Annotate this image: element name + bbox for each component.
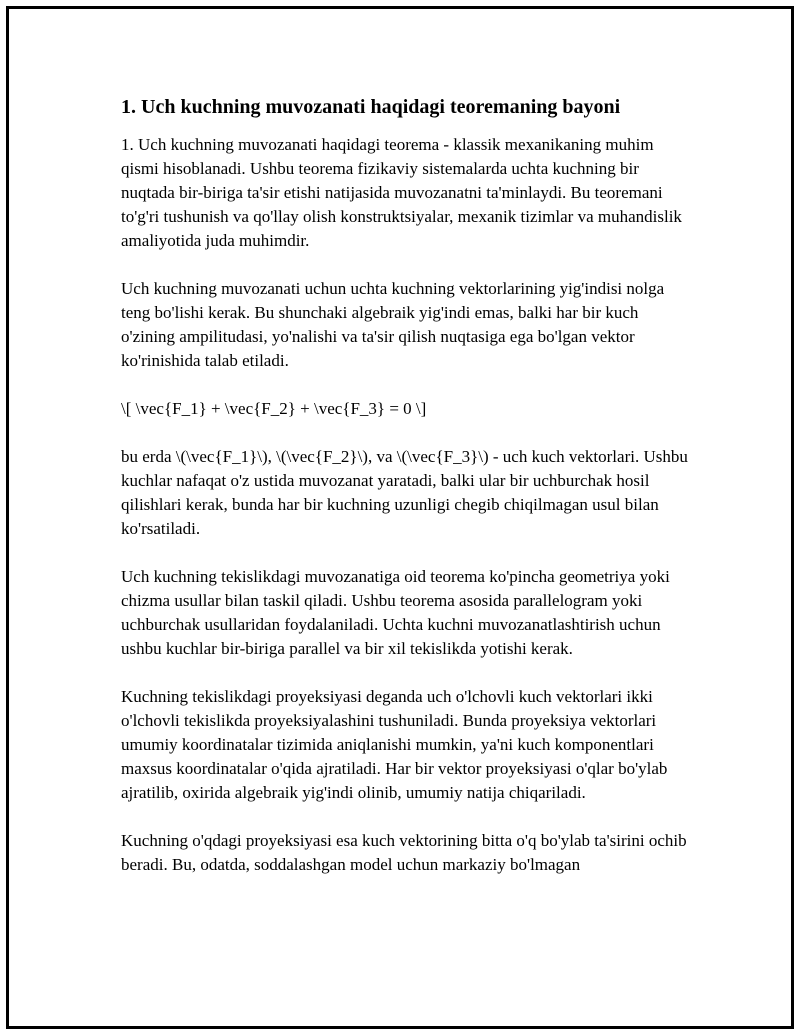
document-body: [121, 93, 691, 901]
section-heading: 1. Uch kuchning muvozanati haqidagi teoremaning bayoni: [121, 96, 621, 118]
paragraph-intro: 1. Uch kuchning muvozanati haqidagi teorema - klassik mexanikaning muhim qismi hisoblanadi. Ushbu teorema fizikaviy sistemalarda uchta kuchning bir nuqtada bir-biriga ta'sir etishi natijasida muvozanatni ta'minlaydi. Bu teoremani to'g'ri tushunish va qo'llay olish konstruktsiyalar, mexanik tizimlar va muhandislik amaliyotida juda muhimdir.: [121, 135, 682, 250]
equation-line: \[ \vec{F_1} + \vec{F_2} + \vec{F_3} = 0 \]: [121, 399, 427, 418]
paragraph-plane-equilibrium: Uch kuchning tekislikdagi muvozanatiga oid teorema ko'pincha geometriya yoki chizma usullar bilan taskil qiladi. Ushbu teorema asosida parallelogram yoki uchburchak usullaridan foydalaniladi. Uchta kuchni muvozanatlashtirish uchun ushbu kuchlar bir-biriga parallel va bir xil tekislikda yotishi kerak.: [121, 567, 670, 658]
paragraph-vectors-explained: bu erda \(\vec{F_1}\), \(\vec{F_2}\), va \(\vec{F_3}\) - uch kuch vektorlari. Ushbu kuchlar nafaqat o'z ustida muvozanat yaratadi, balki ular bir uchburchak hosil qilishlari kerak, bunda har bir kuchning uzunligi chegib chiqilmagan usul bilan ko'rsatiladi.: [121, 447, 688, 538]
paragraph-vector-sum: Uch kuchning muvozanati uchun uchta kuchning vektorlarining yig'indisi nolga teng bo'lishi kerak. Bu shunchaki algebraik yig'indi emas, balki har bir kuch o'zining ampilitudasi, yo'nalishi va ta'sir qilish nuqtasiga ega bo'lgan vektor ko'rinishida talab etiladi.: [121, 279, 665, 370]
paragraph-axis-projection: Kuchning o'qdagi proyeksiyasi esa kuch vektorining bitta o'q bo'ylab ta'sirini ochib beradi. Bu, odatda, soddalashgan model uchun markaziy bo'lmagan: [121, 831, 687, 874]
paragraph-plane-projection: Kuchning tekislikdagi proyeksiyasi deganda uch o'lchovli kuch vektorlari ikki o'lchovli tekislikda proyeksiyalashini tushuniladi. Bunda proyeksiya vektorlari umumiy koordinatalar tizimida aniqlanishi mumkin, ya'ni kuch komponentlari maxsus koordinatalar o'qida ajratiladi. Har bir vektor proyeksiyasi o'qlar bo'ylab ajratilib, oxirida algebraik yig'indi olinib, umumiy natija chiqariladi.: [121, 687, 668, 802]
document-page: [6, 6, 794, 1029]
